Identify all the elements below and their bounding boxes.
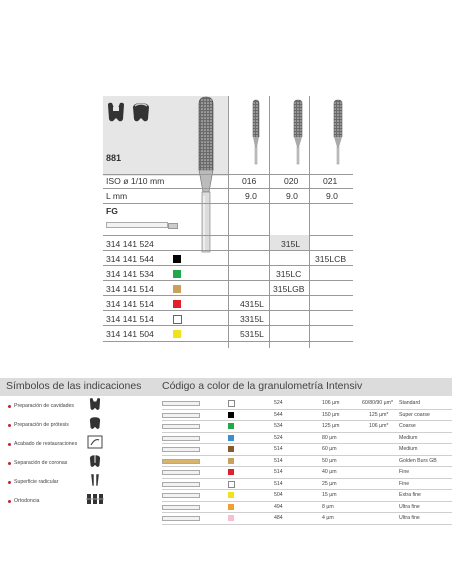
order-ref: 314 141 514	[106, 284, 154, 294]
table-row	[162, 490, 452, 502]
grit-size: 50 µm	[322, 457, 337, 464]
grit-name: Ultra fine	[399, 515, 420, 521]
crown-separation-icon	[88, 454, 102, 468]
grit-name: Standard	[399, 400, 421, 406]
order-ref: 314 141 504	[106, 329, 154, 339]
indication-label: Superficie radicular	[14, 479, 59, 485]
indication-label: Preparación de cavidades	[14, 403, 74, 409]
order-ref: 314 141 514	[106, 314, 154, 324]
article-code: 315L	[281, 239, 301, 249]
grit-color-swatch	[173, 285, 181, 293]
root-surface-icon	[88, 473, 102, 487]
iso-value-021: 021	[323, 176, 338, 186]
indication-label: Acabado de restauraciones	[14, 441, 78, 447]
orthodontics-icon	[86, 492, 104, 506]
grit-color-swatch	[228, 412, 234, 418]
bur-size-020-illustration	[291, 99, 305, 165]
grit-name: Fine	[399, 469, 410, 475]
grit-size: 80 µm	[322, 434, 337, 441]
order-ref: 314 141 524	[106, 239, 154, 249]
grit-rpm: 60/80/90 µm*	[362, 400, 393, 406]
table-row	[162, 479, 452, 491]
length-value-020: 9.0	[286, 191, 298, 201]
article-code: 4315L	[240, 299, 264, 309]
indication-label: Ortodoncia	[14, 498, 40, 504]
indications-title: Símbolos de las indicaciones	[6, 380, 142, 392]
finishing-icon	[87, 435, 103, 449]
indication-label: Separación de coronas	[14, 460, 68, 466]
grit-size: 8 µm	[322, 503, 334, 510]
grit-color-swatch	[228, 492, 234, 498]
table-row	[162, 433, 452, 445]
grit-name: Ultra fine	[399, 503, 420, 510]
table-row	[162, 456, 452, 468]
grit-rpm: 125 µm*	[369, 411, 389, 418]
length-value-021: 9.0	[326, 191, 338, 201]
grit-color-swatch	[173, 315, 182, 324]
grit-code: 534	[274, 423, 283, 429]
grit-rpm: 106 µm*	[369, 423, 389, 429]
indication-label: Preparación de prótesis	[14, 422, 69, 428]
grit-code: 524	[274, 434, 283, 441]
cavity-tooth-icon	[88, 397, 102, 411]
table-row	[162, 398, 452, 410]
grit-code: 484	[274, 515, 283, 521]
grit-color-swatch	[173, 330, 181, 338]
grit-name: Super coarse	[399, 411, 430, 418]
table-row	[162, 410, 452, 422]
grit-color-swatch	[228, 504, 234, 510]
order-ref: 314 141 544	[106, 254, 154, 264]
iso-value-020: 020	[284, 176, 299, 186]
cavity-tooth-icon	[105, 101, 127, 123]
table-row	[162, 421, 452, 433]
grit-size: 25 µm	[322, 480, 337, 487]
grit-size: 106 µm	[322, 400, 340, 406]
grit-color-swatch	[173, 270, 181, 278]
article-code: 315LC	[276, 269, 302, 279]
grit-name: Medium	[399, 434, 418, 441]
length-value-016: 9.0	[245, 191, 257, 201]
grit-title: Código a color de la granulometría Intensiv	[162, 380, 363, 392]
article-code: 5315L	[240, 329, 264, 339]
grit-code: 524	[274, 400, 283, 406]
crown-tooth-icon	[130, 101, 152, 123]
shank-type: FG	[106, 206, 118, 216]
grit-color-swatch	[228, 469, 234, 475]
order-ref: 314 141 514	[106, 299, 154, 309]
grit-code: 514	[274, 457, 283, 464]
grit-size: 4 µm	[322, 515, 334, 521]
grit-size: 40 µm	[322, 469, 337, 475]
order-ref: 314 141 534	[106, 269, 154, 279]
grit-color-swatch	[228, 458, 234, 464]
grit-color-swatch	[173, 300, 181, 308]
article-code: 315LGB	[273, 284, 305, 294]
grit-code: 504	[274, 492, 283, 498]
grit-name: Golden Burs GB	[399, 457, 437, 464]
grit-name: Medium	[399, 446, 418, 452]
grit-code: 514	[274, 469, 283, 475]
grit-size: 15 µm	[322, 492, 337, 498]
iso-value-016: 016	[242, 176, 257, 186]
grit-color-swatch	[228, 423, 234, 429]
bur-size-016-illustration	[250, 99, 262, 165]
grit-code: 544	[274, 411, 283, 418]
table-row	[162, 444, 452, 456]
grit-color-swatch	[228, 481, 235, 488]
grit-name: Coarse	[399, 423, 416, 429]
table-row	[162, 513, 452, 525]
iso-label: ISO ø 1/10 mm	[106, 176, 165, 186]
bur-illustration	[195, 96, 217, 256]
grit-name: Fine	[399, 480, 410, 487]
grit-name: Extra fine	[399, 492, 421, 498]
length-label: L mm	[106, 191, 128, 201]
grit-size: 60 µm	[322, 446, 337, 452]
grit-color-swatch	[228, 435, 234, 441]
grit-color-swatch	[228, 400, 235, 407]
grit-size: 125 µm	[322, 423, 340, 429]
grit-color-swatch	[228, 515, 234, 521]
table-row	[162, 502, 452, 514]
grit-code: 514	[274, 446, 283, 452]
grit-code: 514	[274, 480, 283, 487]
grit-color-swatch	[173, 255, 181, 263]
article-code: 3315L	[240, 314, 264, 324]
grit-code: 494	[274, 503, 283, 510]
crown-tooth-icon	[88, 416, 102, 430]
article-code: 315LCB	[315, 254, 347, 264]
table-row	[162, 467, 452, 479]
grit-color-swatch	[228, 446, 234, 452]
bur-size-021-illustration	[331, 99, 345, 165]
grit-size: 150 µm	[322, 411, 340, 418]
shank-illustration	[106, 222, 168, 228]
product-code: 881	[106, 153, 122, 163]
